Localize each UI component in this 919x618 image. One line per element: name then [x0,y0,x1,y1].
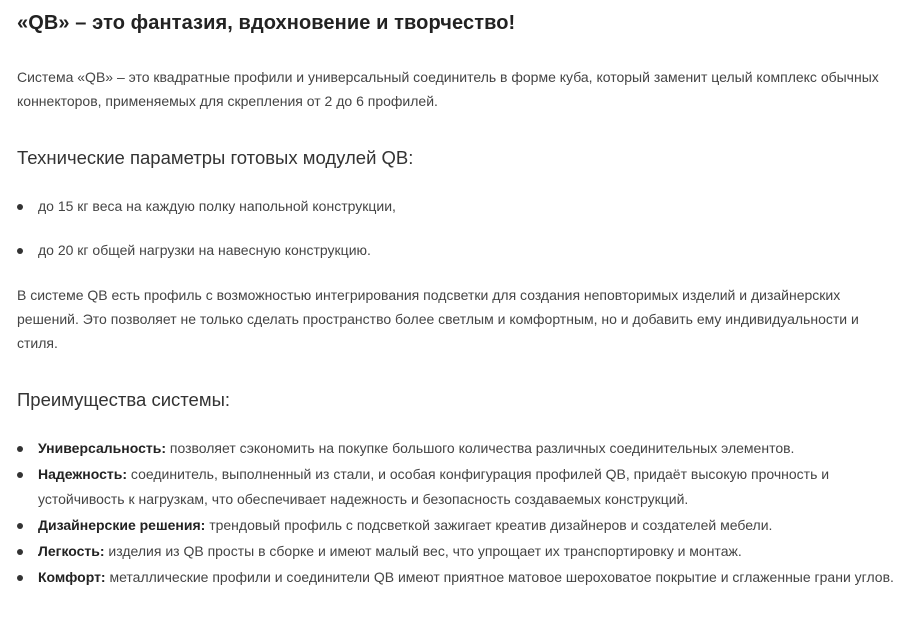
intro-paragraph: Система «QB» – это квадратные профили и универсальный соединитель в форме куба, который заменит целый комплекс обычных коннекторов, применяемых для скрепления от 2 до 6 профилей. [17,69,879,109]
bullet-icon [17,549,23,555]
advantage-text: изделия из QB просты в сборке и имеют малый вес, что упрощает их транспортировку и монтаж. [104,543,742,559]
advantage-term: Универсальность: [38,440,166,456]
list-item [17,436,902,461]
page-title: «QB» – это фантазия, вдохновение и творчество! [17,12,516,34]
advantage-text: трендовый профиль с подсветкой зажигает креатив дизайнеров и создателей мебели. [205,517,773,533]
list-item [17,513,902,538]
advantage-text: металлические профили и соединители QB имеют приятное матовое шероховатое покрытие и сглаженные грани углов. [105,569,894,585]
bullet-icon [17,446,23,452]
tech-params-heading: Технические параметры готовых модулей QB: [17,147,414,168]
lighting-paragraph: В системе QB есть профиль с возможностью интегрирования подсветки для создания неповторимых изделий и дизайнерских решений. Это позволяет не только сделать пространство более светлым и комфортным, но и добавить ему индивидуальности и стиля. [17,287,859,351]
advantages-heading: Преимущества системы: [17,389,231,410]
advantage-text: соединитель, выполненный из стали, и особая конфигурация профилей QB, придаёт высокую прочность и устойчивость к нагрузкам, что обеспечивает надежность и безопасность создаваемых конструкций. [38,466,830,507]
list-item-text: до 20 кг общей нагрузки на навесную конструкцию. [38,242,371,258]
advantage-term: Дизайнерские решения: [38,517,206,533]
bullet-icon [17,523,23,529]
bullet-icon [17,248,23,254]
advantage-text: позволяет сэкономить на покупке большого количества различных соединительных элементов. [165,440,795,456]
bullet-icon [17,472,23,478]
list-item [17,238,902,282]
tech-params-list [17,194,902,282]
advantages-list [17,436,902,591]
advantage-term: Легкость: [38,543,105,559]
list-item-text: до 15 кг веса на каждую полку напольной конструкции, [38,198,396,214]
advantage-term: Комфорт: [38,569,106,585]
advantage-term: Надежность: [38,466,128,482]
list-item [17,194,902,238]
bullet-icon [17,204,23,210]
bullet-icon [17,575,23,581]
list-item [17,462,902,512]
list-item [17,565,902,590]
list-item [17,539,902,564]
